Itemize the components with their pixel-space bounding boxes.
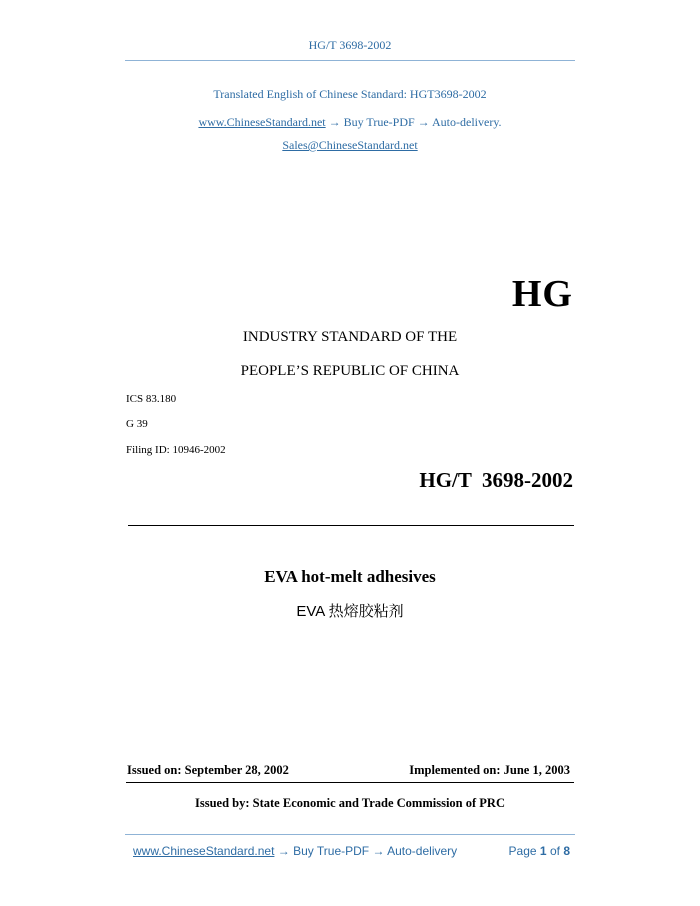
page-word: Page <box>508 844 537 858</box>
page-total: 8 <box>563 844 570 858</box>
footer-buy-line <box>133 844 457 858</box>
title-chinese: EVA 热熔胶粘剂 <box>296 603 404 620</box>
buy-line-rest: → Buy True-PDF → Auto-delivery. <box>328 115 502 129</box>
site-link[interactable]: www.ChineseStandard.net <box>198 115 326 129</box>
of-word: of <box>549 844 560 858</box>
title-english: EVA hot-melt adhesives <box>264 567 436 586</box>
implemented-date: Implemented on: June 1, 2003 <box>409 763 570 777</box>
industry-line-2: PEOPLE’S REPUBLIC OF CHINA <box>240 363 460 379</box>
buy-line <box>0 115 700 130</box>
page-current: 1 <box>539 844 547 858</box>
page-indicator <box>509 844 570 858</box>
ccs-code: G 39 <box>126 418 148 430</box>
org-code: HG <box>511 273 573 315</box>
issuer: Issued by: State Economic and Trade Commission of PRC <box>195 796 505 810</box>
header-divider <box>125 60 575 61</box>
translation-notice: Translated English of Chinese Standard: HGT3698-2002 <box>213 87 487 101</box>
ics-code: ICS 83.180 <box>126 393 177 405</box>
email-line <box>0 138 700 153</box>
footer-buy-rest: → Buy True-PDF → Auto-delivery <box>277 844 458 858</box>
footer-site-link[interactable]: www.ChineseStandard.net <box>133 844 275 858</box>
email-link[interactable]: Sales@ChineseStandard.net <box>282 138 418 152</box>
issued-date: Issued on: September 28, 2002 <box>127 763 289 777</box>
filing-id: Filing ID: 10946-2002 <box>126 444 226 456</box>
running-header: HG/T 3698-2002 <box>308 38 392 52</box>
footer-divider <box>125 834 575 835</box>
title-rule <box>128 525 574 526</box>
industry-line-1: INDUSTRY STANDARD OF THE <box>242 329 458 345</box>
standard-number: HG/T 3698-2002 <box>419 468 573 492</box>
date-rule <box>126 782 574 783</box>
